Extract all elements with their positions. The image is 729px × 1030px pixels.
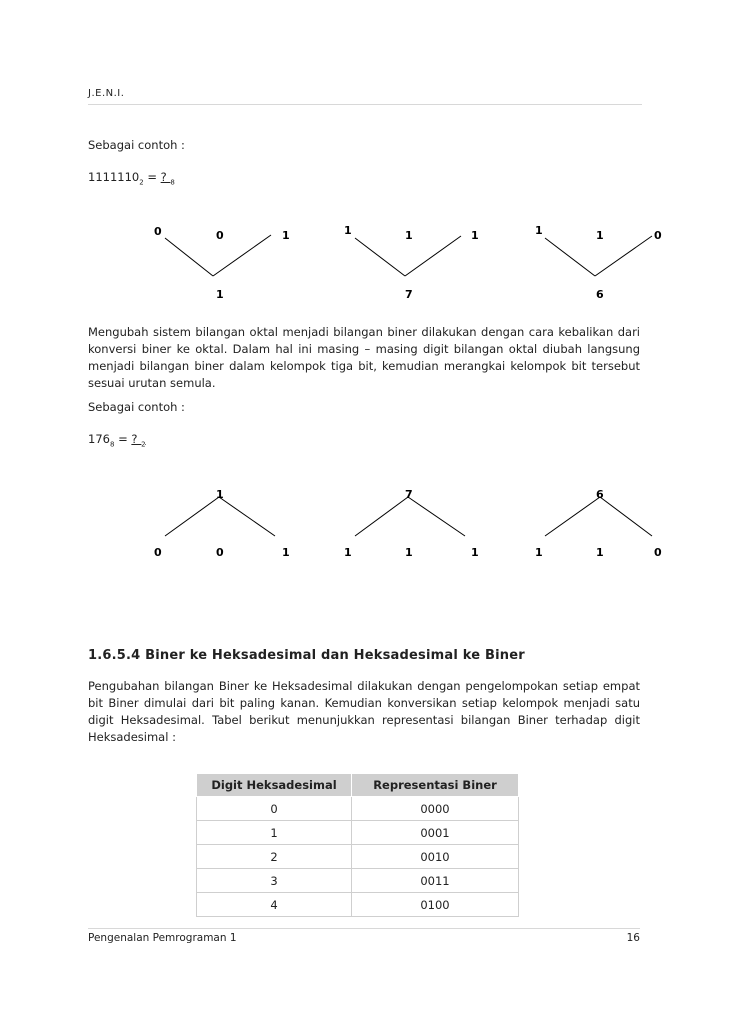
table-cell-hex: 1 xyxy=(197,821,352,845)
table-cell-binary: 0001 xyxy=(352,821,519,845)
eq2-equals: = xyxy=(114,432,132,446)
diagram2-line-right xyxy=(600,497,652,536)
diagram1-group-1 xyxy=(154,225,290,301)
diagram1-line-right xyxy=(595,236,652,276)
table-row xyxy=(197,893,519,917)
diagram2-line-right xyxy=(408,497,465,536)
example-label-1: Sebagai contoh : xyxy=(88,138,185,152)
diagram-binary-to-octal xyxy=(0,220,729,310)
diagram1-bit: 0 xyxy=(216,229,224,242)
hex-binary-table xyxy=(196,773,519,917)
diagram1-result: 7 xyxy=(405,288,413,301)
equation-2 xyxy=(88,432,146,448)
diagram2-bit: 0 xyxy=(654,546,662,559)
table-header-row xyxy=(197,774,519,797)
diagram1-bit: 1 xyxy=(405,229,413,242)
table-cell-hex: 2 xyxy=(197,845,352,869)
diagram2-source: 1 xyxy=(216,488,224,501)
table-cell-binary: 0011 xyxy=(352,869,519,893)
table-header-binary: Representasi Biner xyxy=(352,774,519,797)
section-heading: 1.6.5.4 Biner ke Heksadesimal dan Heksadesimal ke Biner xyxy=(88,648,525,663)
table-header-hex: Digit Heksadesimal xyxy=(197,774,352,797)
diagram2-line-left xyxy=(165,497,219,536)
equation-1 xyxy=(88,170,175,186)
table-row xyxy=(197,797,519,821)
eq1-question-sub: 8 xyxy=(170,178,175,187)
diagram2-group-2 xyxy=(344,488,479,559)
diagram1-group-3 xyxy=(535,224,662,301)
diagram2-source: 7 xyxy=(405,488,413,501)
diagram1-bit: 1 xyxy=(535,224,543,237)
diagram1-bit: 1 xyxy=(282,229,290,242)
footer-title: Pengenalan Pemrograman 1 xyxy=(88,932,237,944)
diagram2-bit: 1 xyxy=(535,546,543,559)
diagram-octal-to-binary xyxy=(0,480,729,570)
eq2-question-sub: 2 xyxy=(141,440,146,449)
diagram2-source: 6 xyxy=(596,488,604,501)
table-cell-hex: 0 xyxy=(197,797,352,821)
diagram2-bit: 1 xyxy=(344,546,352,559)
diagram2-group-3 xyxy=(535,488,662,559)
diagram1-bit: 0 xyxy=(154,225,162,238)
diagram1-line-right xyxy=(405,236,461,276)
eq1-question-mark: ? xyxy=(160,170,171,184)
diagram1-bit: 1 xyxy=(596,229,604,242)
paragraph-octal-to-binary: Mengubah sistem bilangan oktal menjadi bilangan biner dilakukan dengan cara kebalikan dari konversi biner ke oktal. Dalam hal ini masing – masing digit bilangan oktal diubah langsung menjadi bilangan biner dalam kelompok tiga bit, kemudian merangkai kelompok bit tersebut sesuai urutan semula. xyxy=(88,325,640,390)
eq1-base-sub: 2 xyxy=(139,178,144,187)
table-row xyxy=(197,845,519,869)
diagram1-bit: 0 xyxy=(654,229,662,242)
page-header: J.E.N.I. xyxy=(88,88,642,105)
diagram1-group-2 xyxy=(344,224,479,301)
diagram2-bit: 1 xyxy=(471,546,479,559)
eq1-question xyxy=(160,170,175,187)
table-cell-binary: 0100 xyxy=(352,893,519,917)
diagram1-line-left xyxy=(165,238,213,276)
table-cell-binary: 0000 xyxy=(352,797,519,821)
diagram1-result: 6 xyxy=(596,288,604,301)
diagram2-line-left xyxy=(355,497,408,536)
diagram1-result: 1 xyxy=(216,288,224,301)
diagram2-bit: 1 xyxy=(405,546,413,559)
table-row xyxy=(197,821,519,845)
diagram2-line-right xyxy=(219,497,275,536)
example-label-2: Sebagai contoh : xyxy=(88,400,185,414)
table-cell-binary: 0010 xyxy=(352,845,519,869)
eq2-question-mark: ? xyxy=(131,432,142,446)
diagram2-group-1 xyxy=(154,488,290,559)
diagram2-bit: 1 xyxy=(596,546,604,559)
eq1-equals: = xyxy=(143,170,161,184)
diagram2-line-left xyxy=(545,497,600,536)
diagram2-bit: 0 xyxy=(216,546,224,559)
diagram2-bit: 0 xyxy=(154,546,162,559)
diagram2-bit: 1 xyxy=(282,546,290,559)
table-row xyxy=(197,869,519,893)
eq2-base-sub: 8 xyxy=(109,440,115,449)
table-cell-hex: 3 xyxy=(197,869,352,893)
eq1-base: 1111110 xyxy=(88,170,140,184)
diagram1-line-left xyxy=(355,238,405,276)
diagram1-bit: 1 xyxy=(344,224,352,237)
eq2-question xyxy=(131,432,146,449)
paragraph-binary-to-hex: Pengubahan bilangan Biner ke Heksadesimal dilakukan dengan pengelompokan setiap empat bit Biner dimulai dari bit paling kanan. Kemudian konversikan setiap kelompok menjadi satu digit Heksadesimal. Tabel berikut menunjukkan representasi bilangan Biner terhadap digit Heksadesimal : xyxy=(88,679,640,744)
page-number: 16 xyxy=(626,932,640,944)
diagram1-bit: 1 xyxy=(471,229,479,242)
diagram1-line-left xyxy=(545,238,595,276)
table-cell-hex: 4 xyxy=(197,893,352,917)
page-footer xyxy=(88,928,640,944)
eq2-base: 176 xyxy=(88,432,110,446)
